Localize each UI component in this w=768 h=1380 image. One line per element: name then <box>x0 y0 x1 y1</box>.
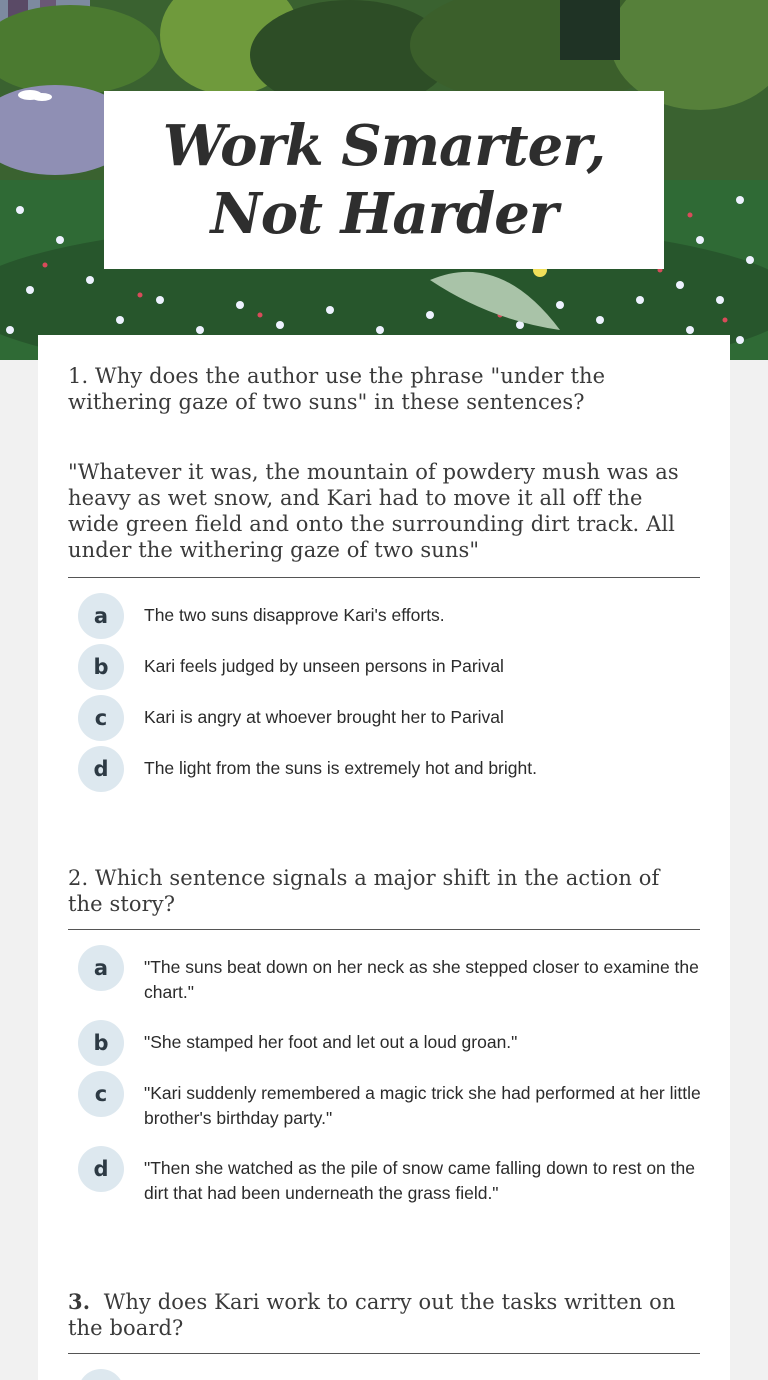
option-letter-bubble[interactable]: c <box>78 695 124 741</box>
option-text: Kari feels judged by unseen persons in Parival <box>144 656 504 676</box>
option-text: "She stamped her foot and let out a loud groan." <box>144 1032 518 1052</box>
question-prompt-text: Why does Kari work to carry out the tasks written on the board? <box>68 1290 676 1340</box>
question-2 <box>68 865 700 917</box>
question-passage: "Whatever it was, the mountain of powdery mush was as heavy as wet snow, and Kari had to move it all off the wide green field and onto the surrounding dirt track. All under the withering gaze of two suns" <box>68 460 679 562</box>
divider <box>68 1353 700 1354</box>
question-prompt-text: Why does the author use the phrase "under the withering gaze of two suns" in these sentences? <box>68 364 606 414</box>
option-letter-bubble[interactable]: a <box>78 945 124 991</box>
option-letter-bubble[interactable]: d <box>78 1146 124 1192</box>
answer-list <box>68 593 700 793</box>
question-number: 1. <box>68 364 89 388</box>
question-3 <box>68 1289 700 1341</box>
question-1 <box>68 363 700 563</box>
page-title: Work Smarter, Not Harder <box>162 113 606 247</box>
question-prompt <box>68 363 700 415</box>
option-letter-bubble[interactable]: b <box>78 644 124 690</box>
question-prompt-text: Which sentence signals a major shift in the action of the story? <box>68 866 660 916</box>
question-number: 3. <box>68 1289 91 1314</box>
option-letter-bubble[interactable]: d <box>78 746 124 792</box>
divider <box>68 929 700 930</box>
answer-list <box>68 945 700 1215</box>
worksheet <box>38 335 730 1380</box>
question-number: 2. <box>68 866 89 890</box>
option-letter-bubble[interactable] <box>78 1369 124 1380</box>
option-letter-bubble[interactable]: c <box>78 1071 124 1117</box>
divider <box>68 577 700 578</box>
option-text: "Then she watched as the pile of snow came falling down to rest on the dirt that had been underneath the grass field." <box>144 1158 695 1203</box>
option-text: The light from the suns is extremely hot and bright. <box>144 758 537 778</box>
question-prompt <box>68 1289 700 1341</box>
option-text: "The suns beat down on her neck as she stepped closer to examine the chart." <box>144 957 699 1002</box>
answer-option-a[interactable] <box>78 1369 700 1380</box>
option-letter-bubble[interactable]: b <box>78 1020 124 1066</box>
option-text: Kari is angry at whoever brought her to Parival <box>144 707 504 727</box>
title-card <box>104 91 664 269</box>
question-prompt <box>68 865 700 917</box>
option-text: The two suns disapprove Kari's efforts. <box>144 605 445 625</box>
option-text: "Kari suddenly remembered a magic trick she had performed at her little brother's birthday party." <box>144 1083 701 1128</box>
option-letter-bubble[interactable]: a <box>78 593 124 639</box>
